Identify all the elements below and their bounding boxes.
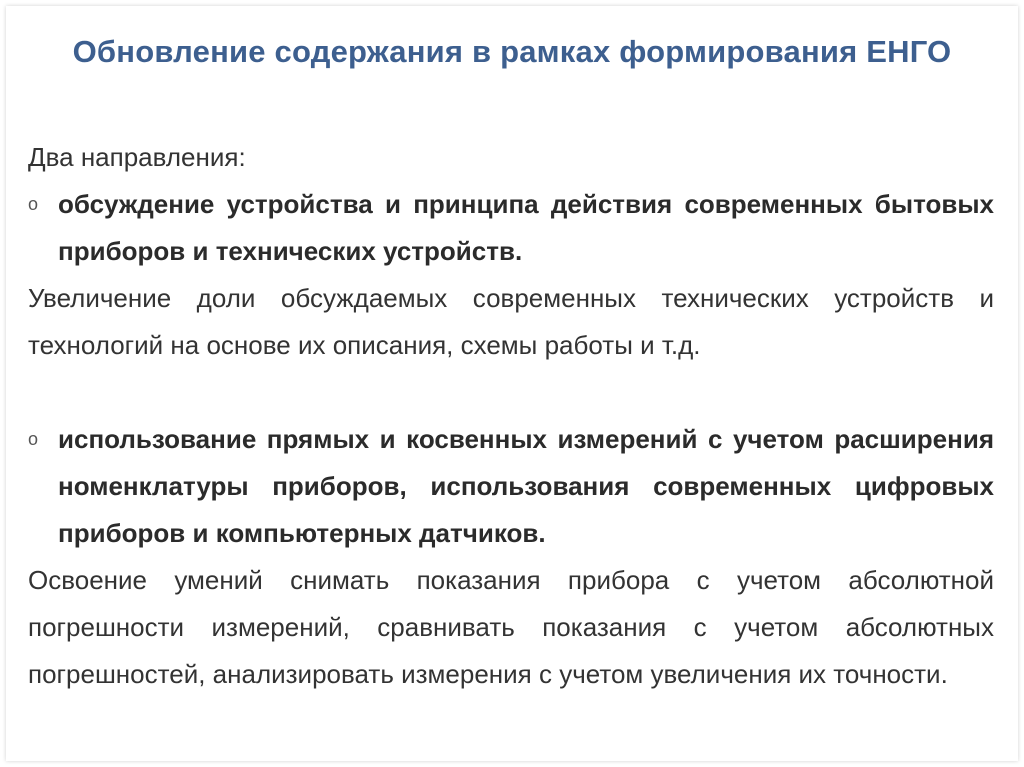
bullet-circle-icon: o [28, 429, 39, 449]
bullet-item [28, 181, 994, 275]
bullet-circle-icon: o [28, 194, 39, 214]
intro-text: Два направления: [28, 142, 246, 172]
slide-title: Обновление содержания в рамках формирования ЕНГО [72, 34, 952, 69]
section-description: Увеличение доли обсуждаемых современных технических устройств и технологий на основе их описания, схемы работы и т.д. [28, 283, 994, 360]
bullet-text: использование прямых и косвенных измерений с учетом расширения номенклатуры приборов, использования современных цифровых приборов и компьютерных датчиков. [58, 424, 994, 548]
slide-content [28, 134, 994, 698]
spacer [28, 369, 994, 416]
bullet-text: обсуждение устройства и принципа действия современных бытовых приборов и технических устройств. [58, 189, 994, 266]
bullet-item [28, 416, 994, 557]
section-description: Освоение умений снимать показания прибора с учетом абсолютной погрешности измерений, сравнивать показания с учетом абсолютных погрешностей, анализировать измерения с учетом увеличения их точности. [28, 565, 994, 689]
